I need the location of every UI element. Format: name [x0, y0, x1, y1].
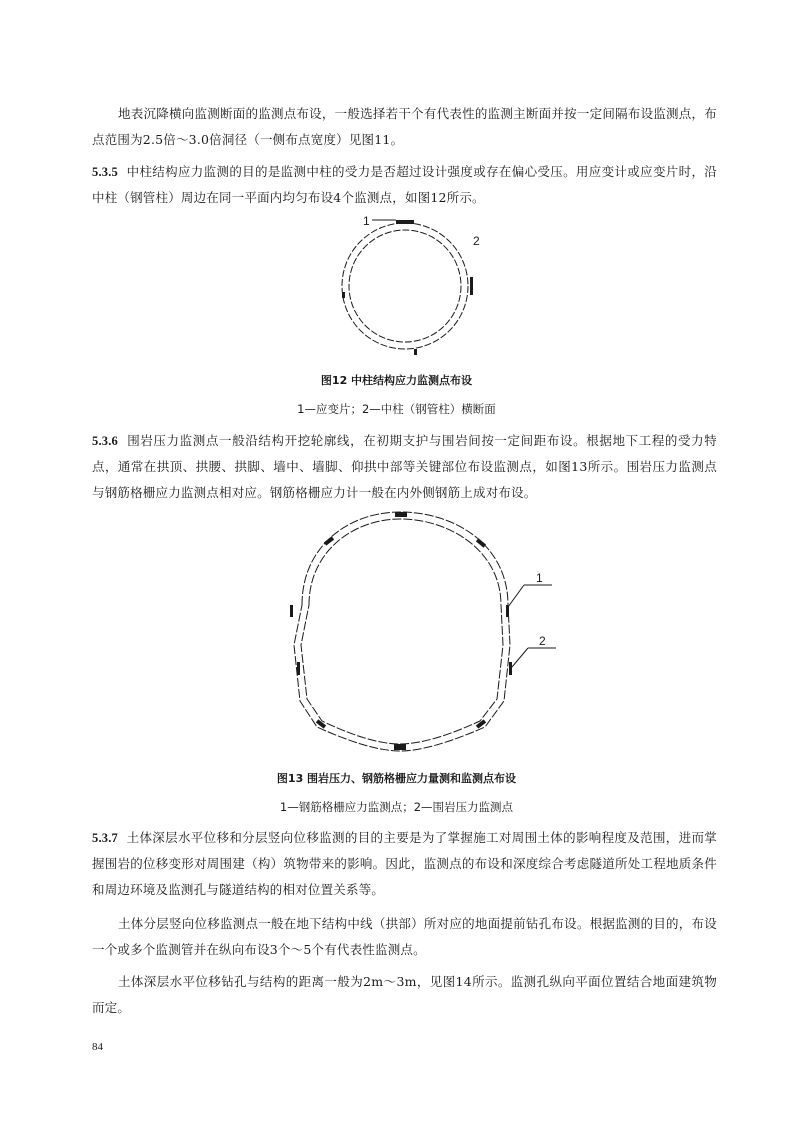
section-5-3-6 [92, 428, 717, 506]
tunnel-inner-contour [301, 519, 503, 744]
strain-gauge-left [342, 292, 345, 298]
paragraph-text: 地表沉降横向监测断面的监测点布设，一般选择若干个有代表性的监测主断面并按一定间隔布设监测点，布点范围为2.5倍～3.0倍洞径（一侧布点宽度）见图11。 [92, 106, 717, 147]
monitor-point-left-springline [290, 605, 293, 617]
section-5-3-7 [92, 825, 717, 903]
monitor-point-right-wall [509, 662, 512, 675]
strain-gauge-right [470, 277, 473, 295]
section-text: 围岩压力监测点一般沿结构开挖轮廓线，在初期支护与围岩间按一定间距布设。根据地下工程的受力特点，通常在拱顶、拱腰、拱脚、墙中、墙脚、仰拱中部等关键部位布设监测点，如图13所示。围岩压力监测点与钢筋格栅应力监测点相对应。钢筋格栅应力计一般在内外侧钢筋上成对布设。 [92, 433, 717, 500]
paragraph-text: 土体深层水平位移钻孔与结构的距离一般为2m～3m，见图14所示。监测孔纵向平面位置结合地面建筑物而定。 [92, 974, 717, 1015]
figure-13-label-2: 2 [539, 634, 546, 648]
leader-line-2 [512, 648, 528, 667]
monitor-point-left-wall [297, 662, 300, 675]
figure-12-label-2: 2 [473, 234, 480, 248]
strain-gauge-bottom [414, 349, 417, 355]
section-number: 5.3.7 [92, 831, 118, 845]
leader-line-1 [508, 585, 524, 607]
monitor-point-invert [394, 744, 406, 750]
paragraph-layered-settlement [92, 911, 717, 963]
section-5-3-5 [92, 159, 717, 211]
tunnel-outer-contour [294, 512, 510, 751]
figure-12-caption: 图12 中柱结构应力监测点布设 [320, 374, 473, 387]
figure-13-caption: 图13 围岩压力、钢筋格栅应力量测和监测点布设 [276, 772, 517, 785]
figure-13-legend: 1—钢筋格栅应力监测点；2—围岩压力监测点 [279, 800, 514, 814]
figure-13-label-1: 1 [536, 571, 543, 585]
figure-12-diagram [330, 210, 500, 360]
section-text: 中柱结构应力监测的目的是监测中柱的受力是否超过设计强度或存在偏心受压。用应变计或应变片时，沿中柱（钢管柱）周边在同一平面内均匀布设4个监测点，如图12所示。 [92, 164, 717, 205]
monitor-point-right-wall-foot [476, 719, 486, 728]
monitor-point-right-haunch [476, 538, 486, 547]
strain-gauge-top [396, 220, 414, 224]
monitor-point-crown [395, 512, 407, 517]
section-number: 5.3.6 [92, 434, 118, 448]
paragraph-horizontal-displacement [92, 969, 717, 1021]
figure-12-legend: 1—应变片；2—中柱（钢管柱）横断面 [297, 402, 496, 416]
section-text: 土体深层水平位移和分层竖向位移监测的目的主要是为了掌握施工对周围土体的影响程度及范围，进而掌握围岩的位移变形对周围建（构）筑物带来的影响。因此，监测点的布设和深度综合考虑隧道所处工程地质条件和周边环境及监测孔与隧道结构的相对位置关系等。 [92, 830, 717, 897]
monitor-point-left-wall-foot [316, 719, 326, 728]
page-number: 84 [92, 1041, 103, 1053]
section-number: 5.3.5 [92, 165, 118, 179]
paragraph-text: 土体分层竖向位移监测点一般在地下结构中线（拱部）所对应的地面提前钻孔布设。根据监测的目的，布设一个或多个监测管并在纵向布设3个～5个有代表性监测点。 [92, 916, 717, 957]
figure-12-label-1: 1 [363, 214, 370, 228]
outer-circle [342, 223, 468, 349]
inner-circle [349, 230, 461, 342]
paragraph-surface-settlement [92, 101, 717, 153]
figure-13-diagram [280, 505, 570, 760]
monitor-point-left-haunch [324, 536, 334, 545]
